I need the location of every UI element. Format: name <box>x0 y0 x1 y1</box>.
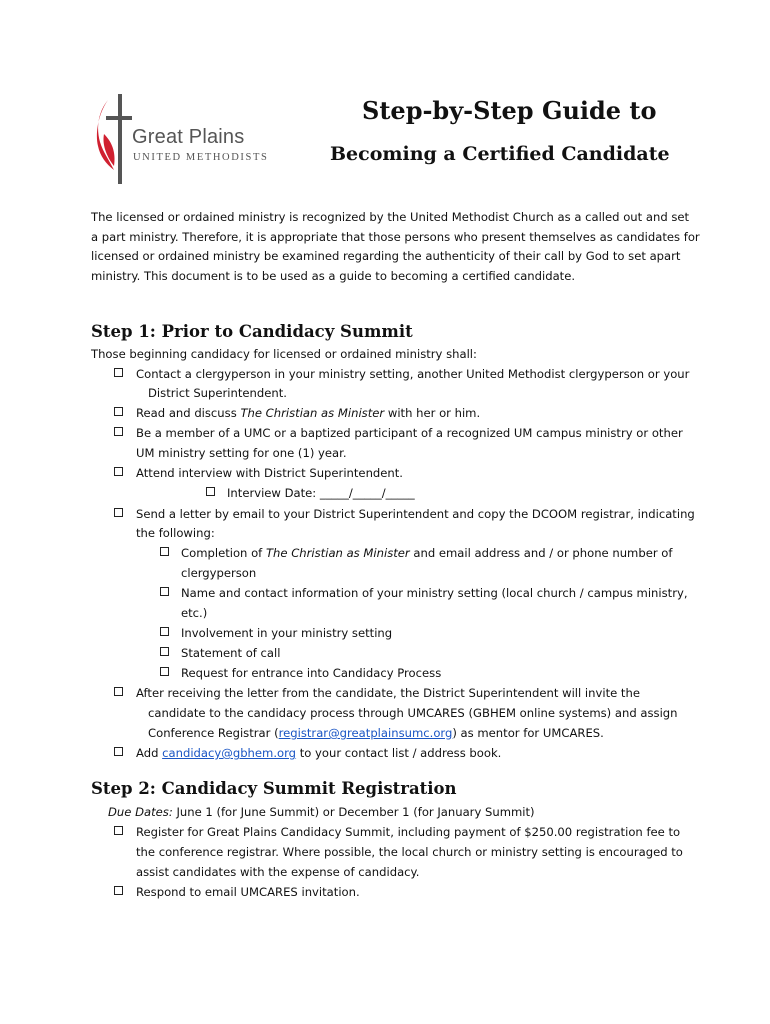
step1-item5-checkbox[interactable] <box>114 508 123 517</box>
step1-item3-checkbox[interactable] <box>114 427 123 436</box>
step1-item3-text: UM ministry setting for one (1) year. <box>136 446 347 460</box>
step1-item4-text: Attend interview with District Superintendent. <box>136 466 403 480</box>
step1-item5-sub2-text: etc.) <box>181 606 208 620</box>
step1-lead: Those beginning candidacy for licensed or ordained ministry shall: <box>91 347 477 361</box>
step1-item5-sub2-text: Name and contact information of your ministry setting (local church / campus ministry, <box>181 586 688 600</box>
step1-item5-sub5-checkbox[interactable] <box>160 667 169 676</box>
step1-item3-text: Be a member of a UMC or a baptized participant of a recognized UM campus ministry or other <box>136 426 683 440</box>
registrar-email-link[interactable]: registrar@greatplainsumc.org <box>278 726 453 740</box>
step1-item5-sub1-checkbox[interactable] <box>160 547 169 556</box>
step1-item5-sub1-text: Completion of The Christian as Minister and email address and / or phone number of <box>181 546 673 560</box>
step2-item1-text: the conference registrar. Where possible, the local church or ministry setting is encouraged to <box>136 845 683 859</box>
intro-line: The licensed or ordained ministry is recognized by the United Methodist Church as a called out and set <box>91 210 690 224</box>
logo-text-great-plains: Great Plains <box>132 126 245 148</box>
step1-item1-checkbox[interactable] <box>114 368 123 377</box>
step1-item6-text: candidate to the candidacy process through UMCARES (GBHEM online systems) and assign <box>148 706 678 720</box>
intro-line: licensed or ordained ministry be examined regarding the authenticity of their call by God to set apart <box>91 249 681 263</box>
interview-date-checkbox[interactable] <box>206 487 215 496</box>
step1-heading: Step 1: Prior to Candidacy Summit <box>91 322 413 341</box>
step1-item5-sub2-checkbox[interactable] <box>160 587 169 596</box>
step1-item4-checkbox[interactable] <box>114 467 123 476</box>
candidacy-email-link[interactable]: candidacy@gbhem.org <box>162 746 297 760</box>
cross-and-flame-icon <box>92 94 132 184</box>
step1-item2-text: Read and discuss The Christian as Minister with her or him. <box>136 406 481 420</box>
step1-item5-sub1-text: clergyperson <box>181 566 257 580</box>
step1-item7-checkbox[interactable] <box>114 747 123 756</box>
step2-item2-text: Respond to email UMCARES invitation. <box>136 885 360 899</box>
logo-text-united-methodists: UNITED METHODISTS <box>133 152 269 163</box>
step1-item1-text: District Superintendent. <box>148 386 287 400</box>
step1-item6-checkbox[interactable] <box>114 687 123 696</box>
step2-item1-text: assist candidates with the expense of candidacy. <box>136 865 420 879</box>
step2-item1-text: Register for Great Plains Candidacy Summit, including payment of $250.00 registration fee to <box>136 825 681 839</box>
step1-item2-checkbox[interactable] <box>114 407 123 416</box>
page-title: Step-by-Step Guide to <box>362 96 657 125</box>
step2-due-dates: Due Dates: June 1 (for June Summit) or December 1 (for January Summit) <box>108 805 535 819</box>
great-plains-logo <box>92 94 272 184</box>
step1-item5-sub4-text: Statement of call <box>181 646 281 660</box>
step1-item7-text: Add candidacy@gbhem.org to your contact list / address book. <box>136 746 502 760</box>
intro-paragraph <box>91 208 700 286</box>
step2-item2-checkbox[interactable] <box>114 886 123 895</box>
step2-heading: Step 2: Candidacy Summit Registration <box>91 779 457 798</box>
step1-item6-text: Conference Registrar (registrar@greatplainsumc.org) as mentor for UMCARES. <box>148 726 604 740</box>
intro-line: ministry. This document is to be used as a guide to becoming a certified candidate. <box>91 268 576 283</box>
step1-item6-text: After receiving the letter from the candidate, the District Superintendent will invite the <box>136 686 640 700</box>
page-subtitle: Becoming a Certified Candidate <box>330 143 670 165</box>
step2-item1-checkbox[interactable] <box>114 826 123 835</box>
step1-item5-text: the following: <box>136 526 215 540</box>
step1-item1-text: Contact a clergyperson in your ministry setting, another United Methodist clergyperson or your <box>136 367 690 381</box>
step1-item5-sub4-checkbox[interactable] <box>160 647 169 656</box>
step1-item5-text: Send a letter by email to your District Superintendent and copy the DCOOM registrar, indicating <box>136 507 695 521</box>
step1-item5-sub5-text: Request for entrance into Candidacy Process <box>181 666 442 680</box>
interview-date-field: Interview Date: _____/_____/_____ <box>227 486 415 500</box>
intro-line: a part ministry. Therefore, it is appropriate that those persons who present themselves as candidates for <box>91 229 700 244</box>
step1-item5-sub3-checkbox[interactable] <box>160 627 169 636</box>
step1-item5-sub3-text: Involvement in your ministry setting <box>181 626 393 640</box>
